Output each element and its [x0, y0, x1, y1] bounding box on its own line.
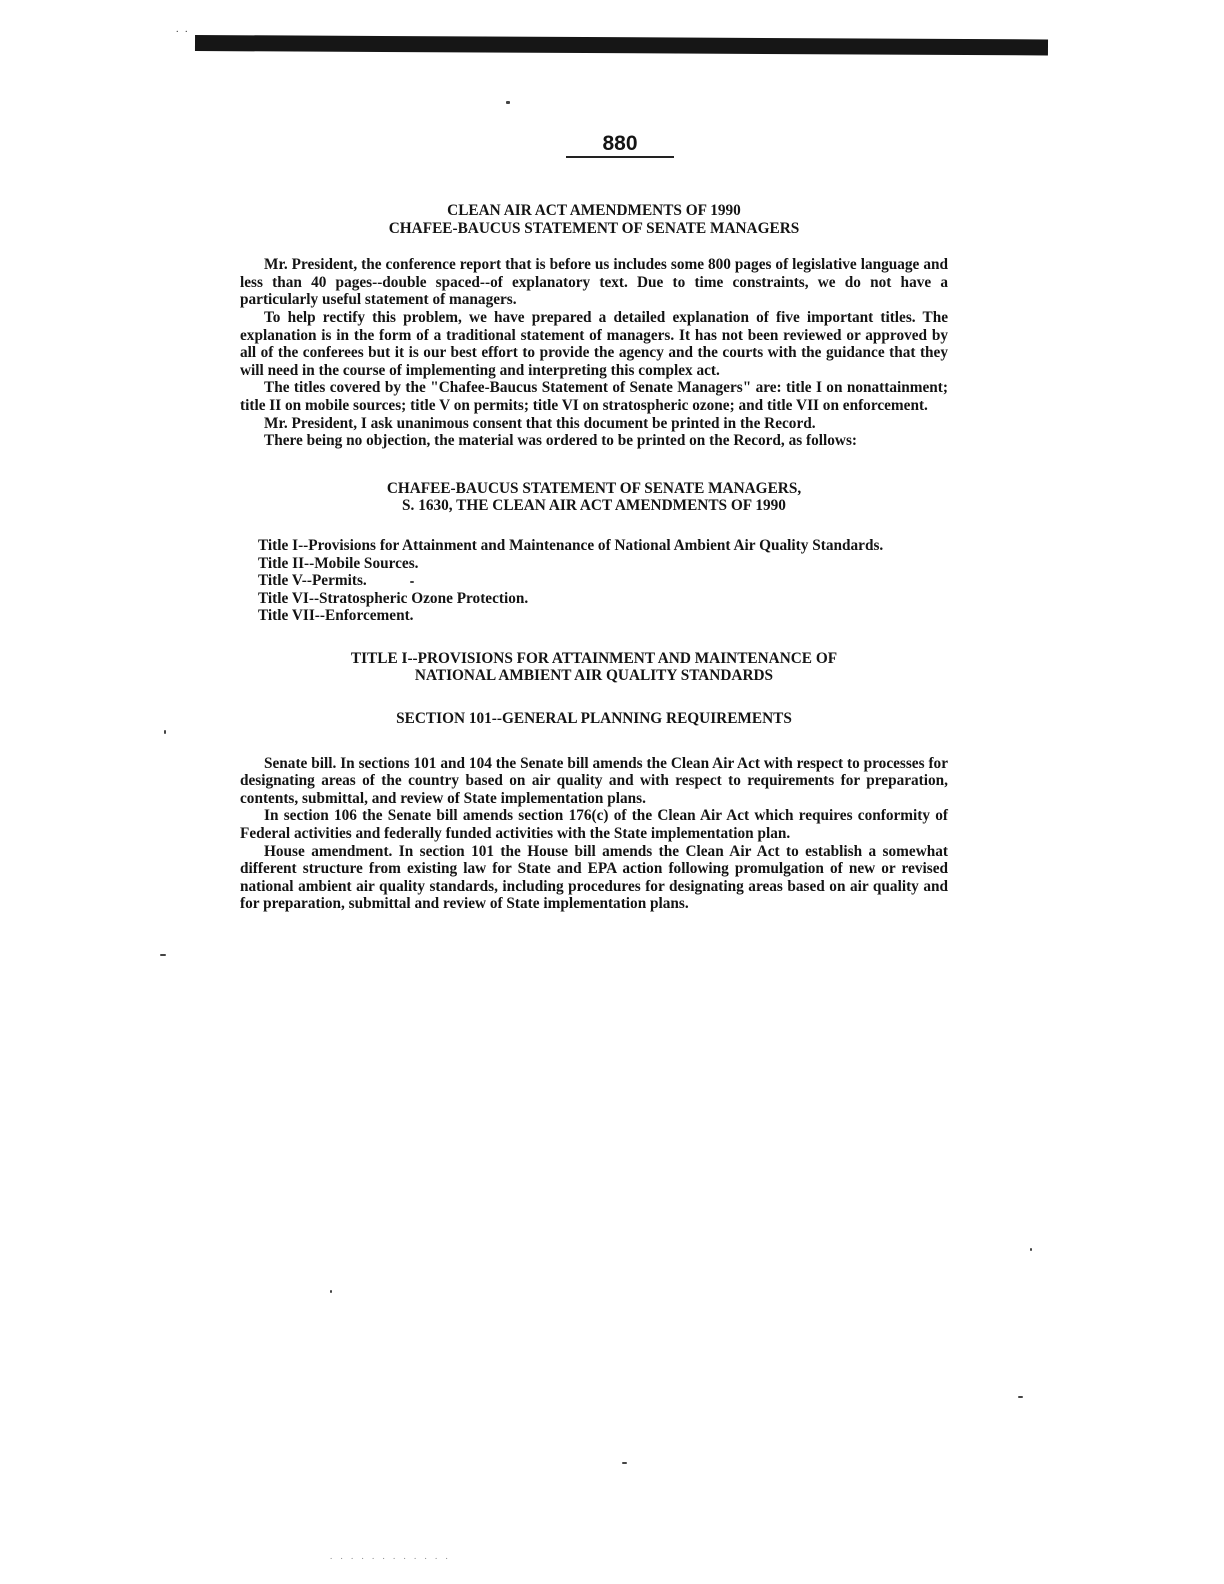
scan-speck [330, 1290, 332, 1293]
intro-section [240, 256, 948, 450]
scan-speck [160, 954, 166, 956]
title-list-item: Title VI--Stratospheric Ozone Protection. [258, 589, 529, 607]
section-101-body [240, 755, 948, 913]
heading-line: S. 1630, THE CLEAN AIR ACT AMENDMENTS OF 1990 [402, 497, 786, 515]
heading-title-one [240, 650, 948, 685]
paragraph: Mr. President, I ask unanimous consent that this document be printed in the Record. [264, 414, 816, 432]
heading-line: CHAFEE-BAUCUS STATEMENT OF SENATE MANAGERS [388, 219, 800, 237]
scan-footer-marks: . . . . . . . . . . . . [330, 1551, 451, 1561]
title-list-item: Title VII--Enforcement. [258, 607, 414, 625]
scan-speck [1018, 1396, 1023, 1398]
title-list-item: Title I--Provisions for Attainment and Maintenance of National Ambient Air Quality Standards. [258, 536, 884, 554]
paragraph: The titles covered by the "Chafee-Baucus Statement of Senate Managers" are: title I on nonattainment; title II on mobile sources; title V on permits; title VI on stratospheric ozone; and title VII on enforcement. [240, 379, 948, 414]
paragraph: To help rectify this problem, we have prepared a detailed explanation of five important titles. The explanation is in the form of a traditional statement of managers. It has not been reviewed or approved by all of the conferees but it is our best effort to provide the agency and the courts with the guidance that they will need in the course of implementing and interpreting this complex act. [240, 308, 948, 379]
paragraph: In section 106 the Senate bill amends section 176(c) of the Clean Air Act which requires conformity of Federal activities and federally funded activities with the State implementation plan. [240, 807, 948, 843]
heading-line: SECTION 101--GENERAL PLANNING REQUIREMENTS [396, 710, 792, 728]
scan-speck [506, 101, 510, 104]
heading-section-101 [240, 710, 948, 728]
paragraph: Senate bill. In sections 101 and 104 the Senate bill amends the Clean Air Act with respect to processes for designating areas of the country based on air quality and with respect to requirements for preparation, contents, submittal, and review of State implementation plans. [240, 754, 948, 807]
heading-statement-of-managers [240, 202, 948, 237]
scan-speck [164, 730, 166, 734]
scan-top-bar [195, 35, 1048, 55]
paragraph: Mr. President, the conference report that is before us includes some 800 pages of legislative language and less than 40 pages--double spaced--of explanatory text. Due to time constraints, we do not have a particularly useful statement of managers. [240, 256, 948, 309]
title-list-item: Title II--Mobile Sources. [258, 554, 419, 572]
page-number: 880 [566, 131, 674, 158]
scan-speck [1030, 1248, 1032, 1251]
heading-line: NATIONAL AMBIENT AIR QUALITY STANDARDS [414, 667, 774, 685]
heading-s1630 [240, 480, 948, 515]
scan-corner-marks: . . [176, 24, 190, 35]
title-list-item: Title V--Permits. [258, 572, 367, 590]
title-list [240, 537, 948, 625]
heading-line: CLEAN AIR ACT AMENDMENTS OF 1990 [447, 202, 741, 219]
paragraph: House amendment. In section 101 the House bill amends the Clean Air Act to establish a somewhat different structure from existing law for State and EPA action following promulgation of new or revised national ambient air quality standards, including procedures for designating areas based on air quality and for preparation, submittal and review of State implementation plans. [240, 842, 948, 913]
heading-line: TITLE I--PROVISIONS FOR ATTAINMENT AND MAINTENANCE OF [350, 649, 838, 667]
document-body [240, 202, 948, 913]
heading-line: CHAFEE-BAUCUS STATEMENT OF SENATE MANAGERS, [386, 479, 802, 497]
paragraph: There being no objection, the material was ordered to be printed on the Record, as follows: [264, 432, 857, 450]
scan-speck [622, 1462, 627, 1464]
